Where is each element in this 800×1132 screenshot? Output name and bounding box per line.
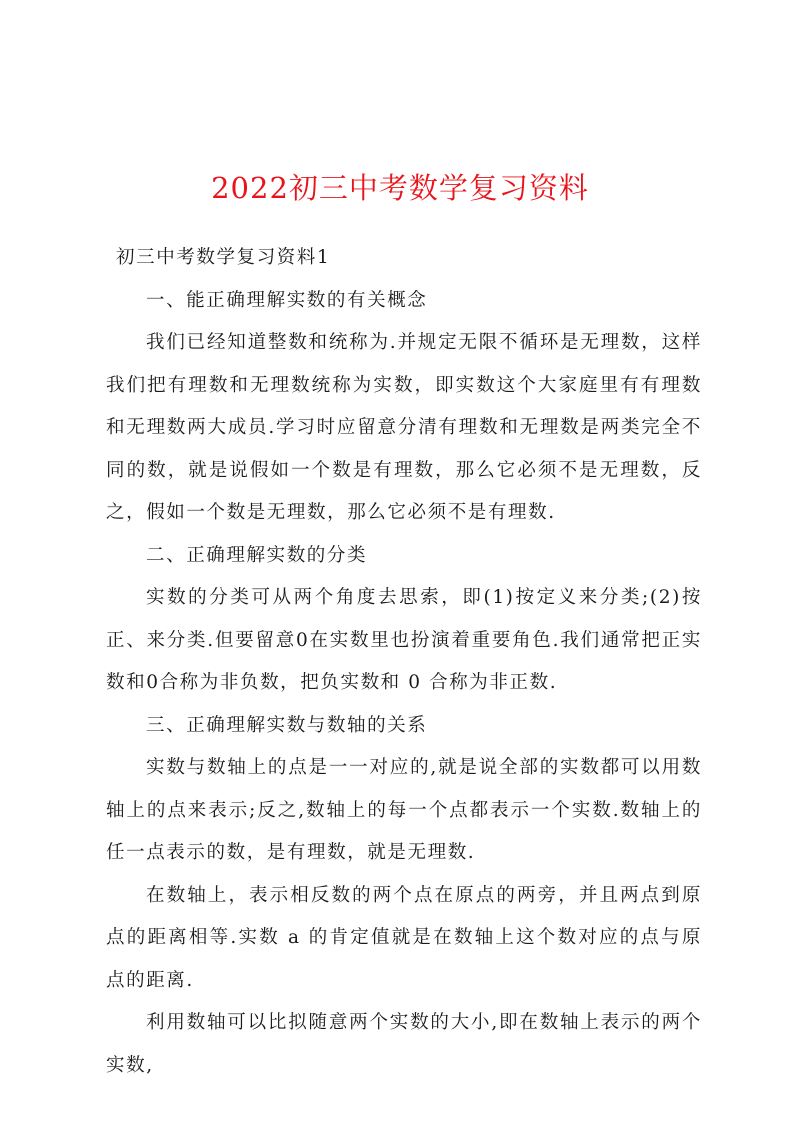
paragraph-5: 利用数轴可以比拟随意两个实数的大小,即在数轴上表示的两个实数, — [106, 1012, 702, 1076]
paragraph-4: 在数轴上，表示相反数的两个点在原点的两旁，并且两点到原点的距离相等.实数 a 的肯定值就是在数轴上这个数对应的点与原点的距离. — [106, 884, 702, 991]
section-heading-3: 三、正确理解实数与数轴的关系 — [146, 714, 428, 736]
document-body — [106, 237, 702, 1087]
section-subtitle: 初三中考数学复习资料1 — [116, 247, 331, 268]
paragraph-1: 我们已经知道整数和统称为.并规定无限不循环是无理数，这样我们把有理数和无理数统称为实数，即实数这个大家庭里有有理数和无理数两大成员.学习时应留意分清有理数和无理数是两类完全不同的数，就是说假如一个数是有理数，那么它必须不是无理数，反之，假如一个数是无理数，那么它必须不是有理数. — [106, 332, 702, 523]
paragraph-2: 实数的分类可从两个角度去思索，即(1)按定义来分类;(2)按正、来分类.但要留意0在实数里也扮演着重要角色.我们通常把正实数和0合称为非负数，把负实数和 0 合称为非正数. — [106, 587, 702, 693]
section-heading-2: 二、正确理解实数的分类 — [146, 544, 368, 566]
section-heading-1: 一、能正确理解实数的有关概念 — [146, 289, 428, 311]
document-title: 2022初三中考数学复习资料 — [211, 171, 589, 205]
paragraph-3: 实数与数轴上的点是一一对应的,就是说全部的实数都可以用数轴上的点来表示;反之,数轴上的每一个点都表示一个实数.数轴上的任一点表示的数，是有理数，就是无理数. — [106, 757, 702, 863]
